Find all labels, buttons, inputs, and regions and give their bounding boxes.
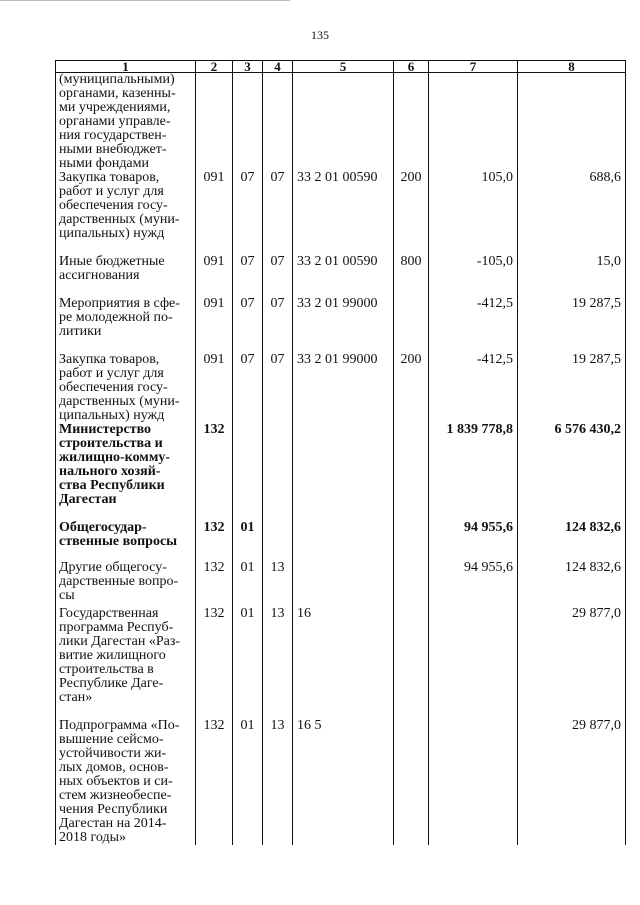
total-amount-cell: 124 832,6 xyxy=(518,521,626,561)
target-article-cell: 16 5 xyxy=(293,719,394,845)
subsection-code-cell: 07 xyxy=(263,297,293,353)
total-amount-cell: 19 287,5 xyxy=(518,297,626,353)
target-article-cell xyxy=(293,521,394,561)
page-number: 135 xyxy=(311,28,329,42)
ministry-code-cell: 091 xyxy=(196,297,233,353)
ministry-code-cell: 132 xyxy=(196,423,233,521)
item-name-cell: Государственная программа Респуб- лики Дагестан «Раз- витие жилищного строительства в Республике Даге- стан» xyxy=(56,607,196,719)
change-amount-cell: -105,0 xyxy=(429,255,518,297)
item-name-cell: Закупка товаров, работ и услуг для обеспечения госу- дарственных (муни- ципальных) нужд xyxy=(56,171,196,255)
change-amount-cell xyxy=(429,719,518,845)
subsection-code-cell: 07 xyxy=(263,353,293,423)
ministry-code-cell: 091 xyxy=(196,255,233,297)
section-code-cell: 01 xyxy=(233,561,263,607)
change-amount-cell: 94 955,6 xyxy=(429,561,518,607)
change-amount-cell xyxy=(429,607,518,719)
target-article-cell xyxy=(293,73,394,172)
column-header: 5 xyxy=(293,61,394,73)
total-amount-cell: 15,0 xyxy=(518,255,626,297)
target-article-cell xyxy=(293,561,394,607)
expense-type-cell xyxy=(394,521,429,561)
subsection-code-cell: 07 xyxy=(263,255,293,297)
section-code-cell: 01 xyxy=(233,719,263,845)
section-code-cell: 07 xyxy=(233,255,263,297)
total-amount-cell: 29 877,0 xyxy=(518,719,626,845)
change-amount-cell: -412,5 xyxy=(429,297,518,353)
target-article-cell: 16 xyxy=(293,607,394,719)
subsection-code-cell xyxy=(263,423,293,521)
target-article-cell xyxy=(293,423,394,521)
column-header: 2 xyxy=(196,61,233,73)
target-article-cell: 33 2 01 99000 xyxy=(293,353,394,423)
table-row xyxy=(56,423,626,521)
expense-type-cell xyxy=(394,73,429,172)
subsection-code-cell: 07 xyxy=(263,171,293,255)
table-row xyxy=(56,719,626,845)
change-amount-cell: 94 955,6 xyxy=(429,521,518,561)
ministry-code-cell: 132 xyxy=(196,521,233,561)
expense-type-cell xyxy=(394,719,429,845)
table-row xyxy=(56,521,626,561)
ministry-code-cell: 091 xyxy=(196,171,233,255)
total-amount-cell: 19 287,5 xyxy=(518,353,626,423)
item-name-cell: (муниципальными) органами, казенны- ми учреждениями, органами управле- ния государствен- ными внебюджет- ными фондами xyxy=(56,73,196,172)
section-code-cell: 01 xyxy=(233,607,263,719)
change-amount-cell: 1 839 778,8 xyxy=(429,423,518,521)
expense-type-cell: 800 xyxy=(394,255,429,297)
section-code-cell: 07 xyxy=(233,171,263,255)
total-amount-cell xyxy=(518,73,626,172)
subsection-code-cell xyxy=(263,521,293,561)
subsection-code-cell xyxy=(263,73,293,172)
item-name-cell: Общегосудар- ственные вопросы xyxy=(56,521,196,561)
subsection-code-cell: 13 xyxy=(263,561,293,607)
column-header: 7 xyxy=(429,61,518,73)
table-row xyxy=(56,255,626,297)
table-body xyxy=(56,73,626,846)
expense-type-cell: 200 xyxy=(394,353,429,423)
target-article-cell: 33 2 01 00590 xyxy=(293,255,394,297)
table-row xyxy=(56,171,626,255)
subsection-code-cell: 13 xyxy=(263,719,293,845)
item-name-cell: Другие общегосу- дарственные вопро- сы xyxy=(56,561,196,607)
ministry-code-cell: 132 xyxy=(196,719,233,845)
total-amount-cell: 124 832,6 xyxy=(518,561,626,607)
expense-type-cell xyxy=(394,607,429,719)
table-row xyxy=(56,73,626,172)
column-header: 6 xyxy=(394,61,429,73)
table-row xyxy=(56,607,626,719)
ministry-code-cell xyxy=(196,73,233,172)
ministry-code-cell: 091 xyxy=(196,353,233,423)
budget-table xyxy=(55,60,626,845)
section-code-cell xyxy=(233,423,263,521)
change-amount-cell: 105,0 xyxy=(429,171,518,255)
expense-type-cell xyxy=(394,561,429,607)
table-row xyxy=(56,353,626,423)
change-amount-cell: -412,5 xyxy=(429,353,518,423)
top-divider xyxy=(0,0,290,1)
expense-type-cell xyxy=(394,297,429,353)
item-name-cell: Подпрограмма «По- вышение сейсмо- устойчивости жи- лых домов, основ- ных объектов и си- стем жизнеобеспе- чения Республики Дагестан на 2014- 2018 годы» xyxy=(56,719,196,845)
total-amount-cell: 6 576 430,2 xyxy=(518,423,626,521)
expense-type-cell: 200 xyxy=(394,171,429,255)
section-code-cell: 07 xyxy=(233,297,263,353)
item-name-cell: Закупка товаров, работ и услуг для обеспечения госу- дарственных (муни- ципальных) нужд xyxy=(56,353,196,423)
subsection-code-cell: 13 xyxy=(263,607,293,719)
column-header: 4 xyxy=(263,61,293,73)
change-amount-cell xyxy=(429,73,518,172)
item-name-cell: Иные бюджетные ассигнования xyxy=(56,255,196,297)
section-code-cell: 07 xyxy=(233,353,263,423)
target-article-cell: 33 2 01 00590 xyxy=(293,171,394,255)
expense-type-cell xyxy=(394,423,429,521)
column-header: 8 xyxy=(518,61,626,73)
column-header: 3 xyxy=(233,61,263,73)
table-row xyxy=(56,561,626,607)
ministry-code-cell: 132 xyxy=(196,561,233,607)
section-code-cell xyxy=(233,73,263,172)
ministry-code-cell: 132 xyxy=(196,607,233,719)
item-name-cell: Мероприятия в сфе- ре молодежной по- литики xyxy=(56,297,196,353)
table-header-row xyxy=(56,61,626,73)
item-name-cell: Министерство строительства и жилищно-комму- нального хозяй- ства Республики Дагестан xyxy=(56,423,196,521)
table-row xyxy=(56,297,626,353)
total-amount-cell: 688,6 xyxy=(518,171,626,255)
total-amount-cell: 29 877,0 xyxy=(518,607,626,719)
section-code-cell: 01 xyxy=(233,521,263,561)
target-article-cell: 33 2 01 99000 xyxy=(293,297,394,353)
column-header: 1 xyxy=(56,61,196,73)
